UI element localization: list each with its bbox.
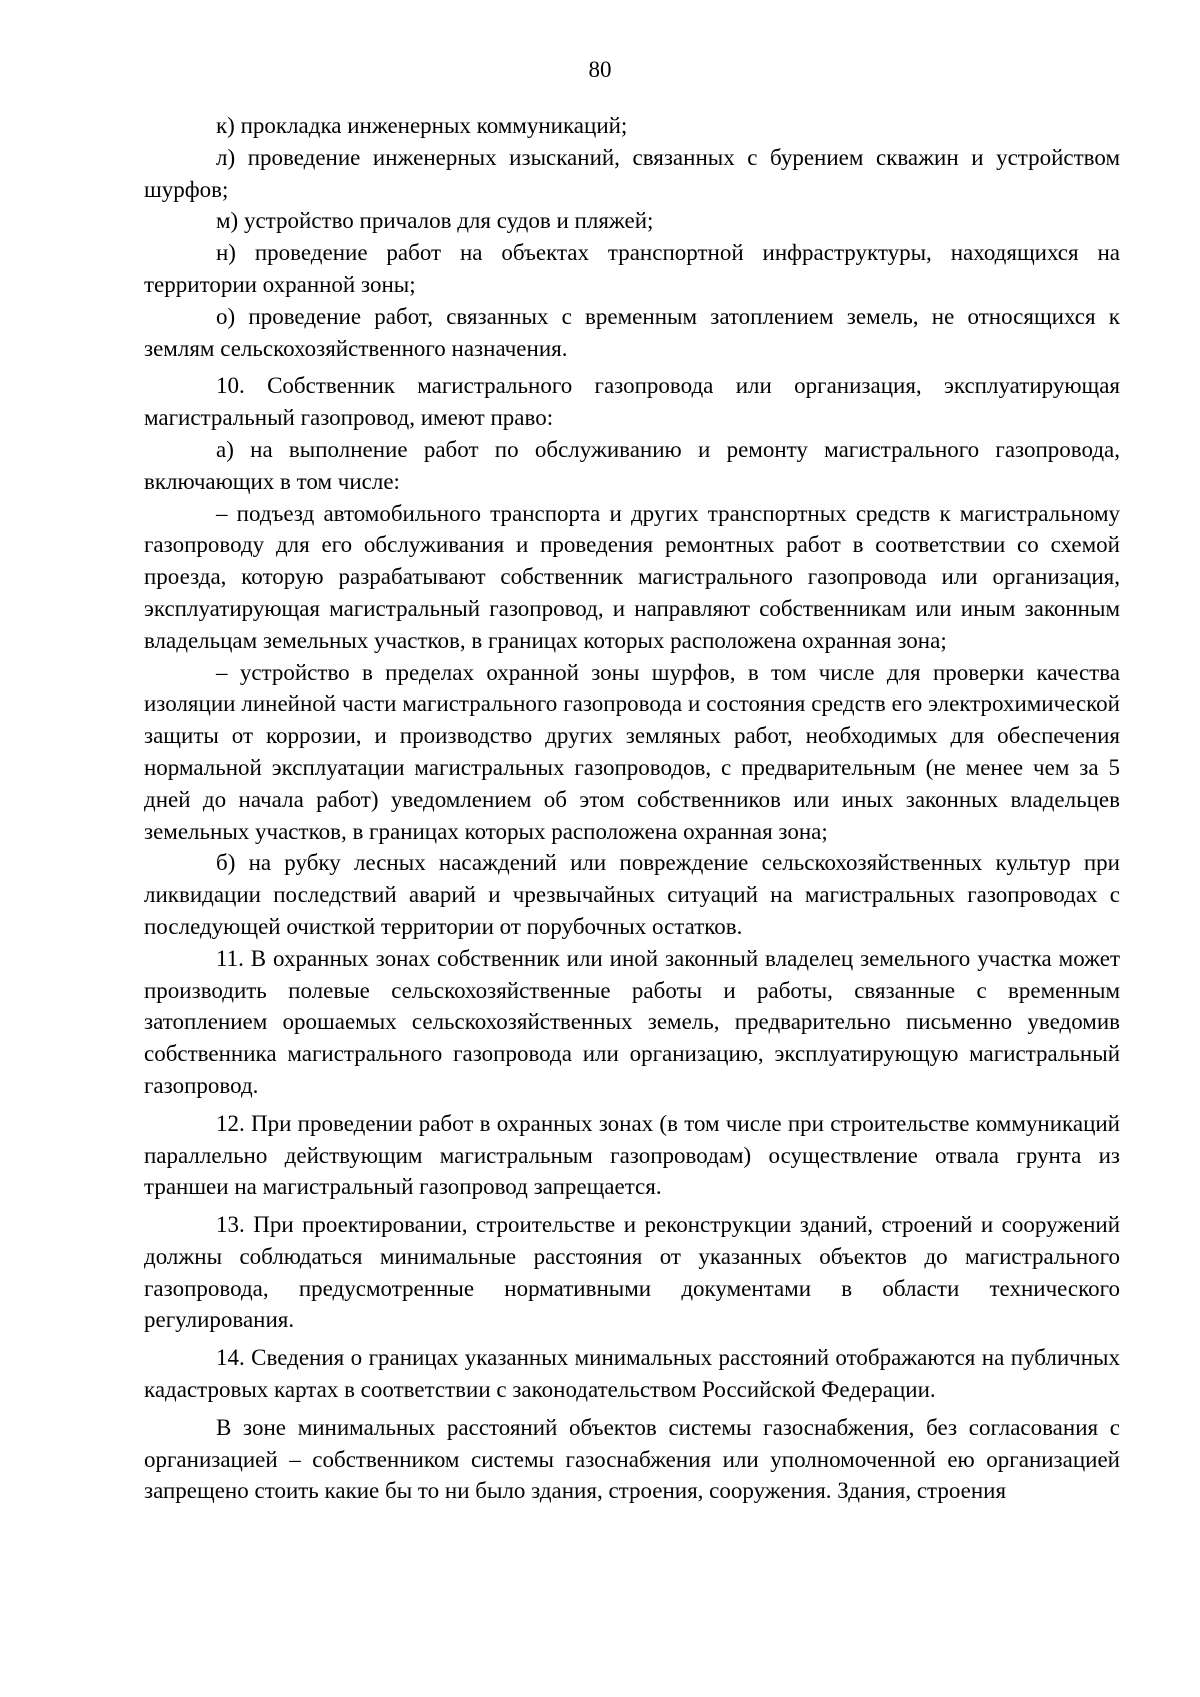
paragraph-section-14: 14. Сведения о границах указанных минимальных расстояний отображаются на публичных кадастровых картах в соответствии с законодательством Российской Федерации. bbox=[144, 1345, 1120, 1403]
paragraph-bullet-access-road: – подъезд автомобильного транспорта и других транспортных средств к магистральному газопроводу для его обслуживания и проведения ремонтных работ в соответствии со схемой проезда, которую разрабатывают собственник магистрального газопровода или организация, эксплуатирующая магистральный газопровод, и направляют собственникам или иным законным владельцам земельных участков, в границах которых расположена охранная зона; bbox=[144, 500, 1120, 653]
paragraph-section-11: 11. В охранных зонах собственник или иной законный владелец земельного участка может производить полевые сельскохозяйственные работы и работы, связанные с временным затоплением орошаемых сельскохозяйственных земель, предварительно письменно уведомив собственника магистрального газопровода или организацию, эксплуатирующую магистральный газопровод. bbox=[144, 945, 1120, 1098]
paragraph-item-n: н) проведение работ на объектах транспортной инфраструктуры, находящихся на территории охранной зоны; bbox=[144, 240, 1120, 297]
paragraph-section-13: 13. При проектировании, строительстве и реконструкции зданий, строений и сооружений должны соблюдаться минимальные расстояния от указанных объектов до магистрального газопровода, предусмотренные нормативными документами в области технического регулирования. bbox=[144, 1212, 1120, 1333]
paragraph-item-b: б) на рубку лесных насаждений или повреждение сельскохозяйственных культур при ликвидации последствий аварий и чрезвычайных ситуаций на магистральных газопроводах с последующей очисткой территории от порубочных остатков. bbox=[144, 850, 1120, 939]
paragraph-section-10: 10. Собственник магистрального газопровода или организация, эксплуатирующая магистральный газопровод, имеют право: bbox=[144, 373, 1120, 431]
paragraph-bullet-pits: – устройство в пределах охранной зоны шурфов, в том числе для проверки качества изоляции линейной части магистрального газопровода и состояния средств его электрохимической защиты от коррозии, и производство других земляных работ, необходимых для обеспечения нормальной эксплуатации магистральных газопроводов, с предварительным (не менее чем за 5 дней до начала работ) уведомлением об этом собственников или иных законных владельцев земельных участков, в границах которых расположена охранная зона; bbox=[144, 659, 1120, 844]
paragraph-minimum-distances: В зоне минимальных расстояний объектов системы газоснабжения, без согласования с организацией – собственником системы газоснабжения или уполномоченной ею организацией запрещено стоить какие бы то ни было здания, строения, сооружения. Здания, строения bbox=[144, 1414, 1120, 1504]
document-body bbox=[144, 110, 1120, 1507]
paragraph-item-a: а) на выполнение работ по обслуживанию и ремонту магистрального газопровода, включающих в том числе: bbox=[144, 436, 1120, 494]
paragraph-item-k: к) прокладка инженерных коммуникаций; bbox=[216, 113, 628, 138]
paragraph-section-12: 12. При проведении работ в охранных зонах (в том числе при строительстве коммуникаций параллельно действующим магистральным газопроводам) осуществление отвала грунта из траншеи на магистральный газопровод запрещается. bbox=[144, 1110, 1120, 1200]
paragraph-item-l: л) проведение инженерных изысканий, связанных с бурением скважин и устройством шурфов; bbox=[144, 144, 1120, 202]
paragraph-item-o: о) проведение работ, связанных с временным затоплением земель, не относящихся к землям сельскохозяйственного назначения. bbox=[144, 303, 1120, 361]
paragraph-item-m: м) устройство причалов для судов и пляжей; bbox=[216, 208, 654, 234]
page-number: 80 bbox=[588, 57, 612, 82]
